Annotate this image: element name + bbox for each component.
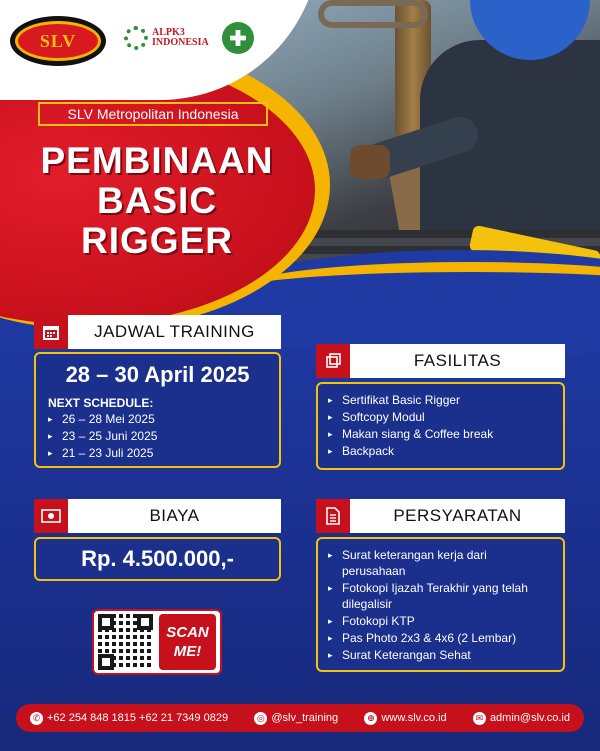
calendar-icon — [34, 315, 68, 349]
instagram-text: @slv_training — [271, 712, 339, 724]
facility-item: ▸ Softcopy Modul — [328, 409, 553, 426]
gear-icon — [124, 26, 148, 50]
website-contact[interactable] — [364, 712, 446, 725]
k3-cross-logo — [222, 22, 254, 54]
next-schedule-label: NEXT SCHEDULE: — [48, 396, 154, 410]
title-line2: BASIC — [96, 180, 218, 221]
fasilitas-panel — [316, 382, 565, 470]
next-schedule-item: ▸ 26 – 28 Mei 2025 — [48, 411, 267, 428]
facility-icon — [316, 344, 350, 378]
fasilitas-label: FASILITAS — [413, 351, 502, 370]
biaya-label: BIAYA — [149, 506, 200, 525]
email-text: admin@slv.co.id — [489, 712, 570, 724]
money-icon — [34, 499, 68, 533]
requirement-item: ▸ Surat Keterangan Sehat — [328, 647, 553, 663]
scan-line2: ME! — [173, 643, 202, 660]
instagram-icon: ◎ — [254, 712, 267, 725]
qr-code-block[interactable] — [92, 609, 222, 675]
crane-chain — [318, 0, 428, 28]
alpk3-line1: ALPK3 — [152, 27, 185, 38]
title-line3: RIGGER — [81, 220, 233, 261]
mail-icon: ✉ — [473, 712, 486, 725]
facility-item: ▸ Backpack — [328, 443, 553, 460]
main-training-date: 28 – 30 April 2025 — [65, 362, 250, 387]
title-line1: PEMBINAAN — [40, 140, 274, 181]
globe-icon: ⊕ — [364, 712, 377, 725]
slv-logo — [10, 16, 106, 66]
worker-glove — [350, 145, 390, 179]
scan-line1: SCAN — [166, 624, 209, 641]
phone-text: +62 254 848 1815 +62 21 7349 0829 — [47, 712, 229, 724]
requirement-item: ▸ Surat keterangan kerja dari perusahaan — [328, 547, 553, 579]
jadwal-header — [34, 315, 281, 349]
contact-footer — [16, 704, 584, 732]
biaya-header — [34, 499, 281, 533]
organizer-label: SLV Metropolitan Indonesia — [38, 102, 268, 126]
jadwal-label: JADWAL TRAINING — [94, 322, 255, 341]
jadwal-panel — [34, 352, 281, 468]
facility-item: ▸ Makan siang & Coffee break — [328, 426, 553, 443]
alpk3-logo — [124, 26, 209, 50]
requirement-item: ▸ Pas Photo 2x3 & 4x6 (2 Lembar) — [328, 630, 553, 646]
next-schedule-item: ▸ 21 – 23 Juli 2025 — [48, 445, 267, 462]
fasilitas-header — [316, 344, 565, 378]
website-text: www.slv.co.id — [381, 712, 447, 724]
persyaratan-label: PERSYARATAN — [393, 506, 522, 525]
slv-logo-text: SLV — [39, 30, 77, 51]
safety-cross-icon — [230, 30, 246, 46]
scan-me-badge — [159, 614, 216, 670]
next-schedule-item: ▸ 23 – 25 Juni 2025 — [48, 428, 267, 445]
facility-item: ▸ Sertifikat Basic Rigger — [328, 392, 553, 409]
persyaratan-panel — [316, 537, 565, 672]
alpk3-line2: INDONESIA — [152, 37, 209, 48]
phone-contact[interactable] — [30, 712, 228, 725]
instagram-contact[interactable] — [254, 712, 338, 725]
persyaratan-header — [316, 499, 565, 533]
phone-icon: ✆ — [30, 712, 43, 725]
requirement-item: ▸ Fotokopi Ijazah Terakhir yang telah dilegalisir — [328, 580, 553, 612]
qr-code-icon[interactable] — [98, 614, 153, 670]
document-icon — [316, 499, 350, 533]
biaya-amount: Rp. 4.500.000,- — [34, 537, 281, 581]
requirement-item: ▸ Fotokopi KTP — [328, 613, 553, 629]
email-contact[interactable] — [473, 712, 570, 725]
